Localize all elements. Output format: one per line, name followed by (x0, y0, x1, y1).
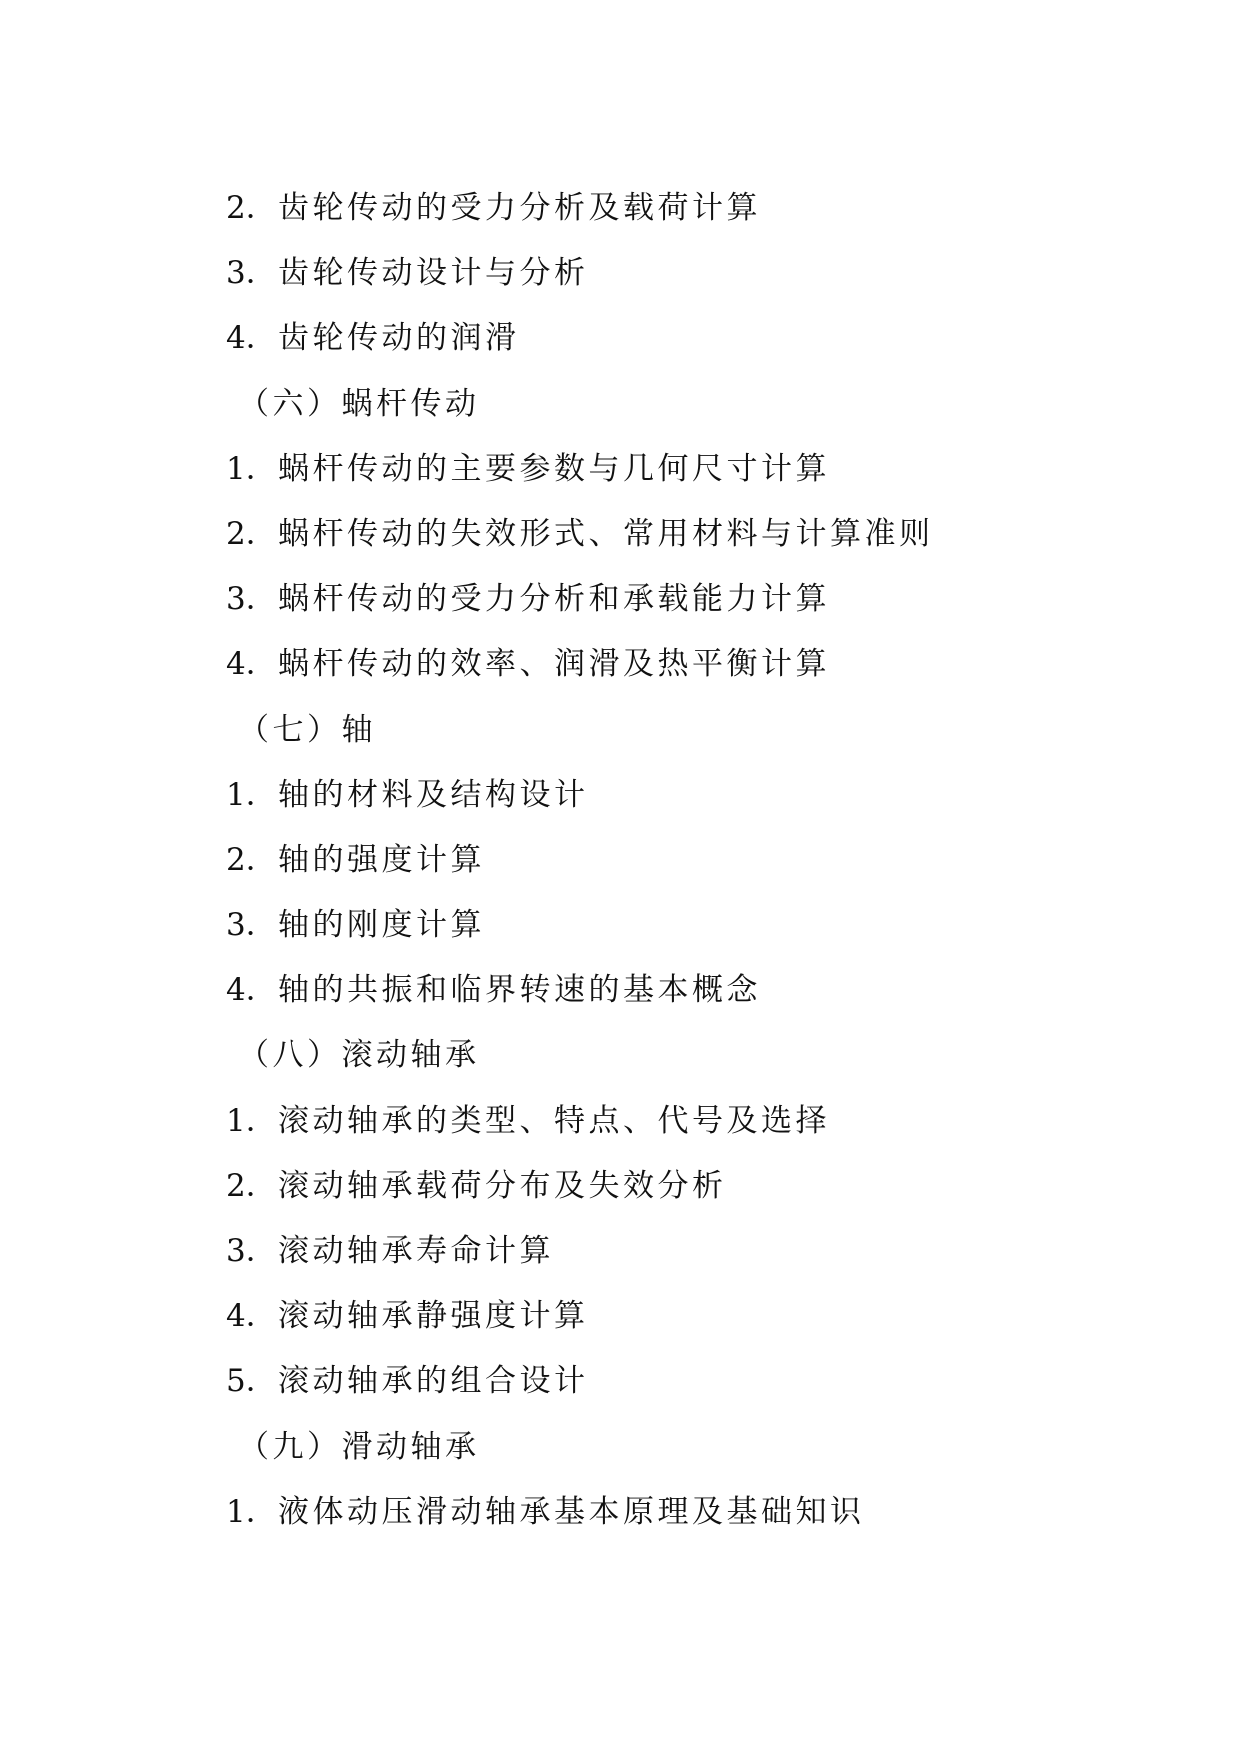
item-text: 轴的强度计算 (278, 841, 485, 878)
item-text: 滚动轴承静强度计算 (278, 1298, 589, 1335)
section-heading (226, 1027, 1186, 1092)
item-text: 蜗杆传动的主要参数与几何尺寸计算 (278, 450, 830, 487)
item-number: 5． (226, 1363, 277, 1400)
item-number: 1． (226, 1102, 277, 1139)
outline-item (226, 832, 1186, 897)
item-number: 2． (226, 515, 277, 552)
item-text: 齿轮传动设计与分析 (278, 255, 589, 292)
outline-item (226, 1288, 1186, 1353)
item-text: 齿轮传动的受力分析及载荷计算 (278, 190, 761, 226)
outline-item (226, 245, 1186, 310)
outline-item (226, 506, 1186, 571)
outline-item (226, 1223, 1186, 1288)
item-number: 4． (226, 972, 277, 1009)
outline-item (226, 1484, 1186, 1549)
item-number: 1． (226, 776, 277, 813)
item-number: 3． (226, 907, 277, 944)
item-text: 轴的材料及结构设计 (278, 776, 589, 813)
outline-item (226, 897, 1186, 962)
item-text: 液体动压滑动轴承基本原理及基础知识 (278, 1493, 865, 1530)
item-text: 滚动轴承寿命计算 (278, 1233, 554, 1269)
item-number: 3． (226, 1233, 277, 1269)
item-number: 3． (226, 581, 277, 618)
item-number: 4． (226, 646, 277, 683)
outline-item (226, 767, 1186, 832)
item-number: 1． (226, 1493, 277, 1530)
section-title: （六）蜗杆传动 (238, 385, 480, 422)
item-text: 蜗杆传动的受力分析和承载能力计算 (278, 581, 830, 618)
item-text: 蜗杆传动的失效形式、常用材料与计算准则 (278, 515, 934, 552)
item-number: 4． (226, 320, 277, 357)
item-number: 2． (226, 1167, 277, 1204)
outline-item (226, 1158, 1186, 1223)
section-heading (226, 1419, 1186, 1484)
outline-item (226, 962, 1186, 1027)
item-number: 1． (226, 450, 277, 487)
item-number: 4． (226, 1298, 277, 1335)
item-number: 2． (226, 190, 277, 226)
item-text: 轴的共振和临界转速的基本概念 (278, 972, 761, 1009)
outline-item (226, 441, 1186, 506)
item-number: 3． (226, 255, 277, 292)
section-title: （九）滑动轴承 (238, 1428, 480, 1465)
item-text: 滚动轴承的类型、特点、代号及选择 (278, 1102, 830, 1139)
syllabus-outline (226, 180, 1186, 1549)
section-heading (226, 702, 1186, 767)
section-title: （八）滚动轴承 (238, 1037, 480, 1074)
outline-item (226, 636, 1186, 701)
item-text: 齿轮传动的润滑 (278, 320, 520, 357)
section-title: （七）轴 (238, 711, 376, 748)
outline-item (226, 180, 1186, 245)
item-text: 滚动轴承载荷分布及失效分析 (278, 1167, 727, 1204)
outline-item (226, 1353, 1186, 1418)
outline-item (226, 310, 1186, 375)
section-heading (226, 376, 1186, 441)
outline-item (226, 571, 1186, 636)
item-number: 2． (226, 841, 277, 878)
item-text: 蜗杆传动的效率、润滑及热平衡计算 (278, 646, 830, 683)
item-text: 滚动轴承的组合设计 (278, 1363, 589, 1400)
item-text: 轴的刚度计算 (278, 907, 485, 944)
outline-item (226, 1093, 1186, 1158)
